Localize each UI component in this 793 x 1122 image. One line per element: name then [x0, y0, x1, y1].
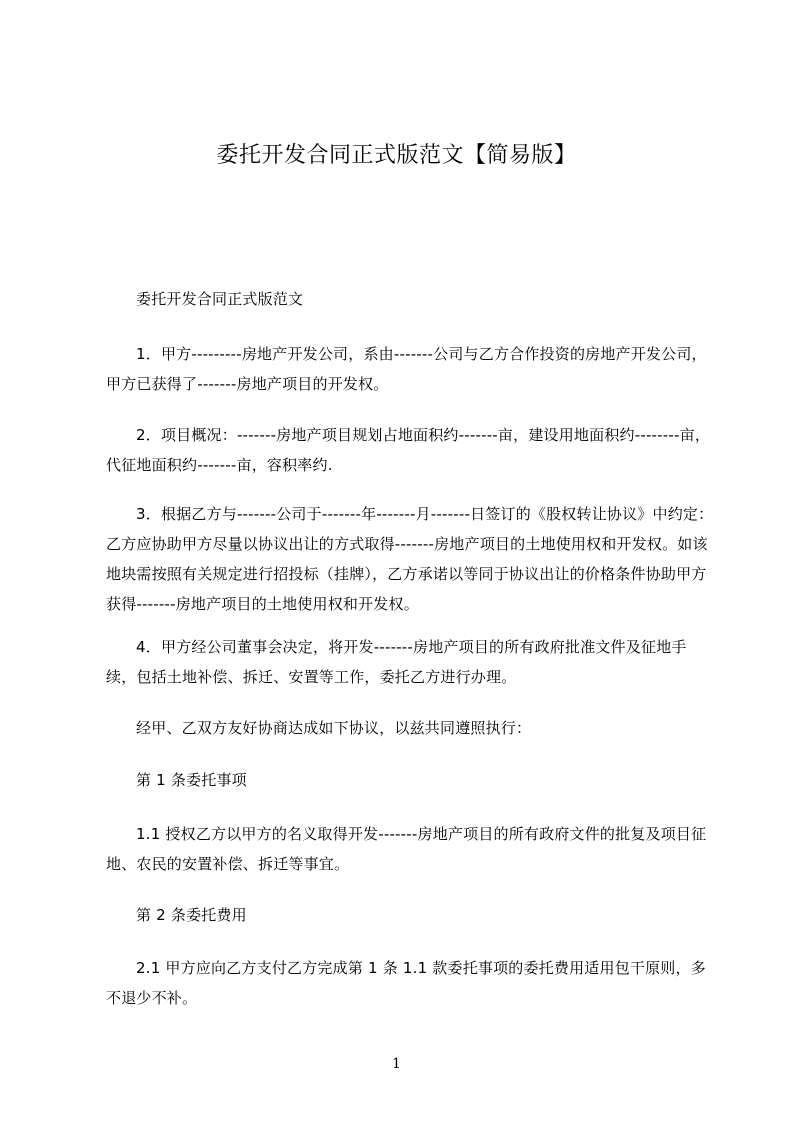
- clause-1-1: 1.1 授权乙方以甲方的名义取得开发-------房地产项目的所有政府文件的批复及项目征地、农民的安置补偿、拆迁等事宜。: [106, 825, 707, 873]
- paragraph-agreement: 经甲、乙双方友好协商达成如下协议，以兹共同遵照执行：: [136, 719, 532, 737]
- paragraph-container: [106, 765, 716, 795]
- paragraph-container: [106, 713, 716, 743]
- paragraph-container: [106, 339, 716, 399]
- paragraph-container: [106, 819, 716, 879]
- page-number: 1: [392, 1056, 401, 1072]
- paragraph-4: 4．甲方经公司董事会决定，将开发-------房地产项目的所有政府批准文件及征地手续，包括土地补偿、拆迁、安置等工作，委托乙方进行办理。: [106, 638, 687, 686]
- section-heading: 委托开发合同正式版范文: [136, 290, 304, 308]
- paragraph-2: 2．项目概况：-------房地产项目规划占地面积约-------亩，建设用地面积约--------亩，代征地面积约-------亩，容积率约.: [106, 426, 711, 474]
- document-body: [106, 284, 716, 314]
- paragraph-1: 1．甲方---------房地产开发公司，系由-------公司与乙方合作投资的房地产开发公司，甲方已获得了-------房地产项目的开发权。: [106, 345, 707, 393]
- paragraph-container: [106, 953, 716, 1013]
- article-1-heading: 第 1 条委托事项: [136, 771, 247, 789]
- paragraph-container: [106, 420, 716, 480]
- paragraph-container: [106, 900, 716, 930]
- paragraph-container: [106, 499, 716, 619]
- clause-2-1: 2.1 甲方应向乙方支付乙方完成第 1 条 1.1 款委托事项的委托费用适用包干原则，多不退少不补。: [106, 959, 706, 1007]
- document-title: 委托开发合同正式版范文【简易版】: [216, 143, 577, 168]
- paragraph-3: 3．根据乙方与-------公司于-------年-------月-------日签订的《股权转让协议》中约定：乙方应协助甲方尽量以协议出让的方式取得-------房地产项目的土地使用权和开发权。如该地块需按照有关规定进行招投标（挂牌），乙方承诺以等同于协议出让的价格条件协助甲方获得-------房地产项目的土地使用权和开发权。: [106, 505, 714, 613]
- paragraph-container: [106, 632, 716, 692]
- article-2-heading: 第 2 条委托费用: [136, 906, 247, 924]
